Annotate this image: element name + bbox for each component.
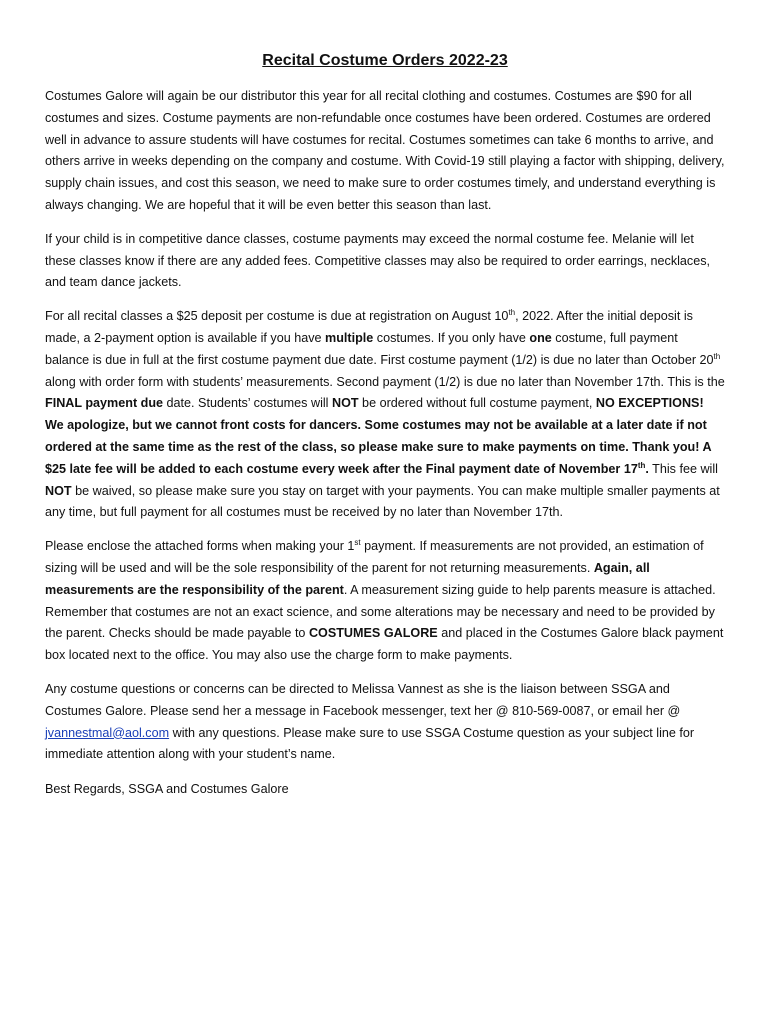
contact-text: Any costume questions or concerns can be directed to Melissa Vannest as she is the liaison between SSGA and Costumes Galore. Please send her a message in Facebook messenger, text her @ 810-569-0087, or email her @ xyxy=(45,681,681,718)
document-title: Recital Costume Orders 2022-23 xyxy=(262,52,508,69)
ordinal-suffix: th xyxy=(713,351,721,361)
paragraph-contact xyxy=(45,679,725,766)
ordinal-suffix: st xyxy=(354,537,361,547)
payments-text: costumes. If you only have xyxy=(373,330,530,345)
paragraph-measurements xyxy=(45,536,725,667)
payments-text: This fee will xyxy=(648,461,718,476)
payments-text: along with order form with students’ measurements. Second payment (1/2) is due no later than November 17th. This is the xyxy=(45,374,725,389)
paragraph-distributor: Costumes Galore will again be our distributor this year for all recital clothing and costumes. Costumes are $90 for all costumes and sizes. Costume payments are non-refundable once costumes have been ordered. Costumes are ordered well in advance to assure students will have costumes for recital. Costumes sometimes can take 6 months to arrive, and others arrive in weeks depending on the company and costume. With Covid-19 still playing a factor with shipping, delivery, supply chain issues, and cost this season, we need to make sure to order costumes timely, and understand everything is always changing. We are hopeful that it will be even better this season than last. xyxy=(45,89,725,212)
contact-text: with any questions. Please make sure to use SSGA Costume question as your subject line for immediate attention along with your student’s name. xyxy=(45,725,695,762)
emphasis-multiple: multiple xyxy=(325,330,374,345)
paragraph-payments xyxy=(45,306,725,524)
emphasis-not: NOT xyxy=(331,396,359,411)
payments-text: , 2022. After the initial deposit is made, a 2-payment option is available if you have xyxy=(45,309,693,345)
payments-text: date. Students’ costumes will xyxy=(163,396,332,411)
measurements-text: Please enclose the attached forms when making your 1 xyxy=(45,539,355,554)
document-page xyxy=(45,50,725,800)
signoff: Best Regards, SSGA and Costumes Galore xyxy=(45,782,289,797)
emphasis-period: . xyxy=(645,461,649,476)
emphasis-not: NOT xyxy=(45,483,72,498)
emphasis-payee: COSTUMES GALORE xyxy=(308,626,438,641)
emphasis-no-exceptions: NO EXCEPTIONS! We apologize, but we cannot front costs for dancers. Some costumes may not be available at a later date if not ordered at the same time as the rest of the class, so please make sure to make payments on time. Thank you! A $25 late fee will be added to each costume every week after the Final payment date of November 17 xyxy=(45,396,712,476)
ordinal-suffix: th xyxy=(637,460,646,470)
emphasis-parent-responsibility: Again, all measurements are the responsibility of the parent xyxy=(45,560,650,597)
measurements-text: and placed in the Costumes Galore black payment box located next to the office. You may also use the charge form to make payments. xyxy=(45,626,724,663)
measurements-text: . A measurement sizing guide to help parents measure is attached. Remember that costumes are not an exact science, and some alterations may be necessary and need to be provided by the parent. Checks should be made payable to xyxy=(45,582,716,641)
emphasis-one: one xyxy=(529,330,552,345)
email-link[interactable]: jvannestmal@aol.com xyxy=(45,725,170,740)
ordinal-suffix: th xyxy=(508,307,516,317)
measurements-text: payment. If measurements are not provided, an estimation of sizing will be used and will be the sole responsibility of the parent for not returning measurements. xyxy=(45,539,704,575)
payments-text: be waived, so please make sure you stay on target with your payments. You can make multiple smaller payments at any time, but full payment for all costumes must be received by no later than November 17th. xyxy=(45,483,720,520)
paragraph-competitive: If your child is in competitive dance classes, costume payments may exceed the normal costume fee. Melanie will let these classes know if there are any added fees. Competitive classes may also be required to order earrings, necklaces, and team dance jackets. xyxy=(45,231,711,290)
emphasis-final-payment: FINAL payment due xyxy=(45,396,164,411)
payments-text: be ordered without full costume payment, xyxy=(358,396,596,411)
payments-text: For all recital classes a $25 deposit per costume is due at registration on August 10 xyxy=(45,309,509,324)
payments-text: costume, full payment balance is due in full at the first costume payment due date. First costume payment (1/2) is due no later than October 20 xyxy=(45,330,714,367)
